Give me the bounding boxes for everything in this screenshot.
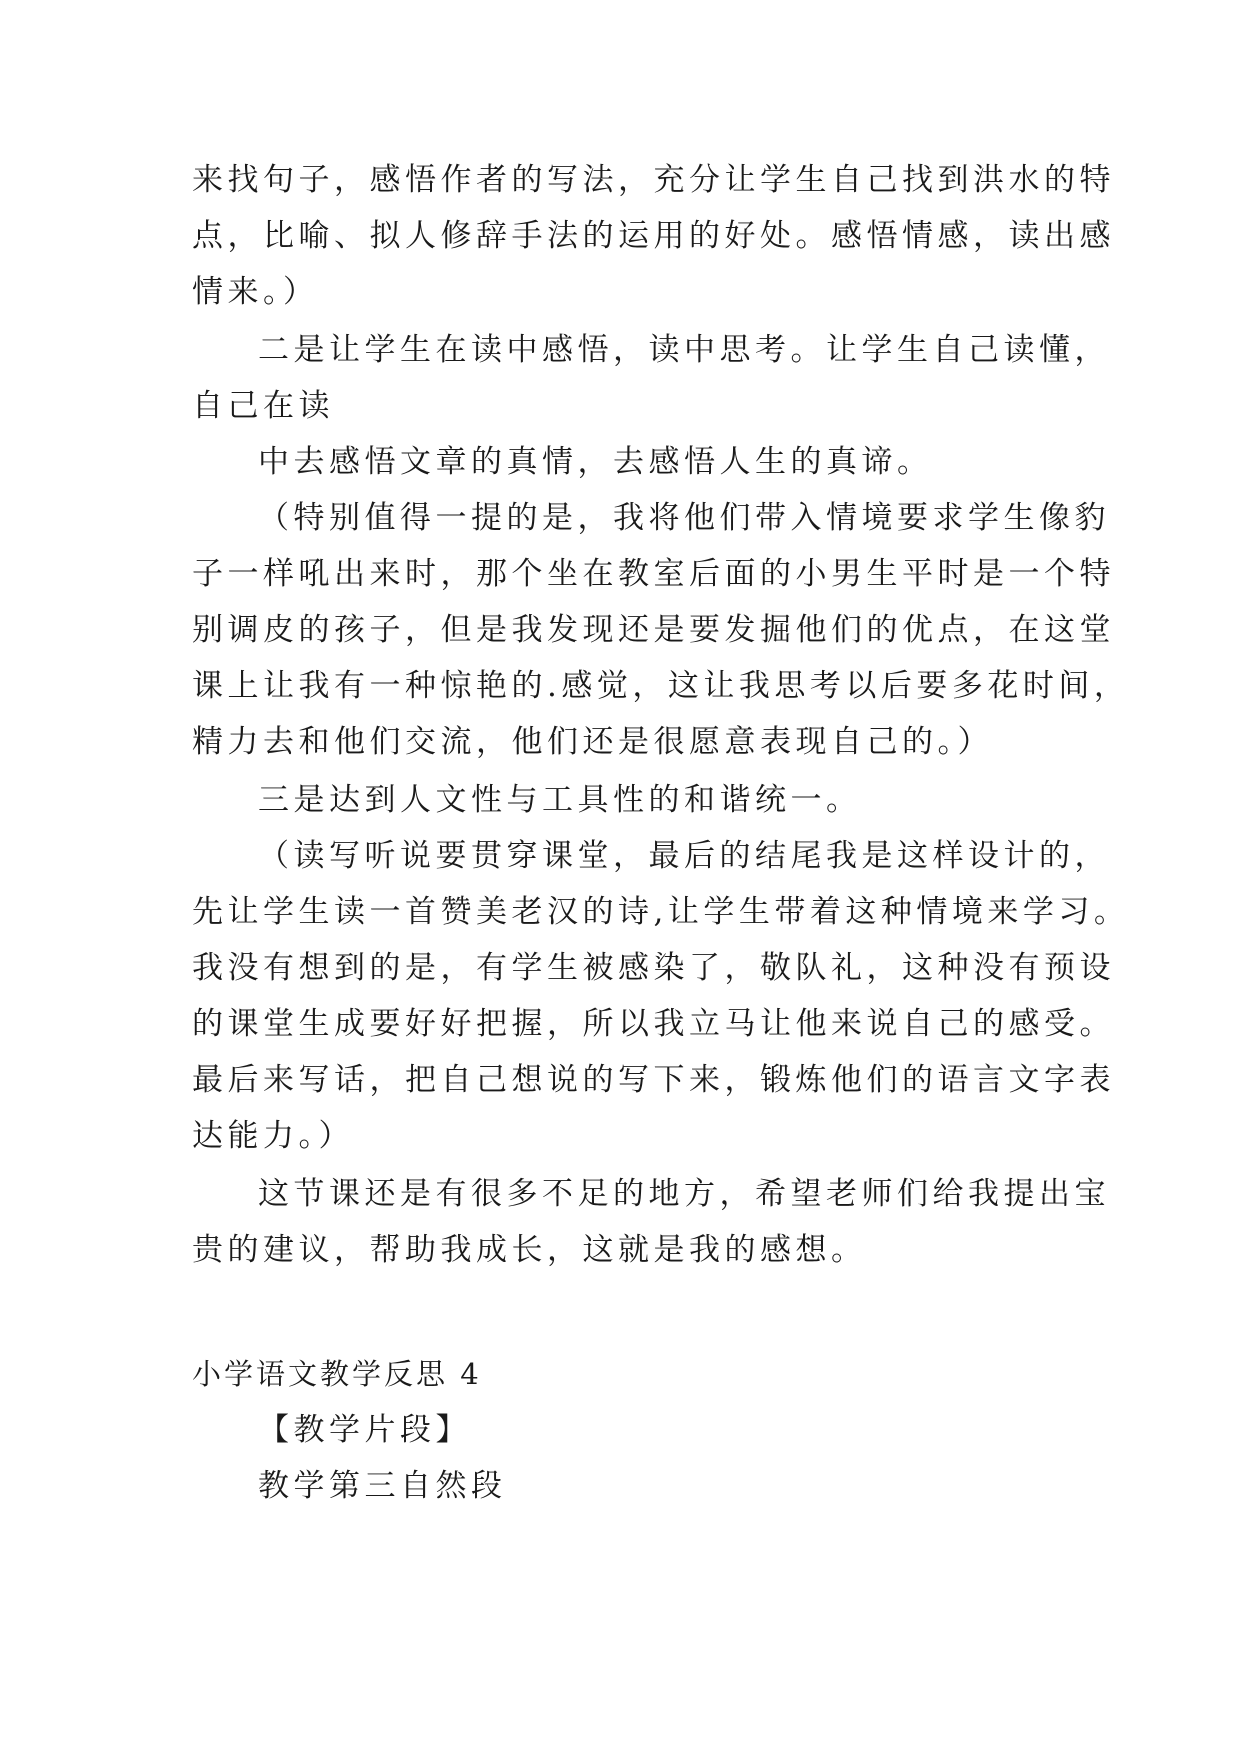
paragraph-line: 三是达到人文性与工具性的和谐统一。 — [258, 782, 862, 818]
paragraph-line: 点，比喻、拟人修辞手法的运用的好处。感悟情感，读出感 — [192, 218, 1115, 254]
paragraph-line: 教学第三自然段 — [258, 1468, 507, 1504]
paragraph-line: 中去感悟文章的真情，去感悟人生的真谛。 — [258, 444, 933, 480]
paragraph-line: 贵的建议，帮助我成长，这就是我的感想。 — [192, 1232, 867, 1268]
paragraph-line: （特别值得一提的是，我将他们带入情境要求学生像豹 — [258, 500, 1110, 536]
paragraph-line: 别调皮的孩子，但是我发现还是要发掘他们的优点，在这堂 — [192, 612, 1115, 648]
section-subheading: 【教学片段】 — [258, 1412, 471, 1448]
section-title: 小学语文教学反思 4 — [192, 1357, 482, 1391]
paragraph-line: 达能力。） — [192, 1118, 354, 1154]
paragraph-line: 来找句子，感悟作者的写法，充分让学生自己找到洪水的特 — [192, 162, 1115, 198]
paragraph-line: 最后来写话，把自己想说的写下来，锻炼他们的语言文字表 — [192, 1062, 1115, 1098]
paragraph-line: 的课堂生成要好好把握，所以我立马让他来说自己的感受。 — [192, 1006, 1115, 1042]
paragraph-line: 自己在读 — [192, 388, 334, 424]
paragraph-line: 课上让我有一种惊艳的.感觉，这让我思考以后要多花时间， — [192, 668, 1130, 704]
paragraph-line: 子一样吼出来时，那个坐在教室后面的小男生平时是一个特 — [192, 556, 1115, 592]
paragraph-line: 二是让学生在读中感悟，读中思考。让学生自己读懂， — [258, 332, 1110, 368]
paragraph-line: 我没有想到的是，有学生被感染了，敬队礼，这种没有预设 — [192, 950, 1115, 986]
paragraph-line: 先让学生读一首赞美老汉的诗,让学生带着这种情境来学习。 — [192, 894, 1130, 930]
paragraph-line: 这节课还是有很多不足的地方，希望老师们给我提出宝 — [258, 1176, 1110, 1212]
paragraph-line: 情来。） — [192, 274, 319, 310]
paragraph-line: 精力去和他们交流，他们还是很愿意表现自己的。） — [192, 724, 993, 760]
paragraph-line: （读写听说要贯穿课堂，最后的结尾我是这样设计的， — [258, 838, 1110, 874]
